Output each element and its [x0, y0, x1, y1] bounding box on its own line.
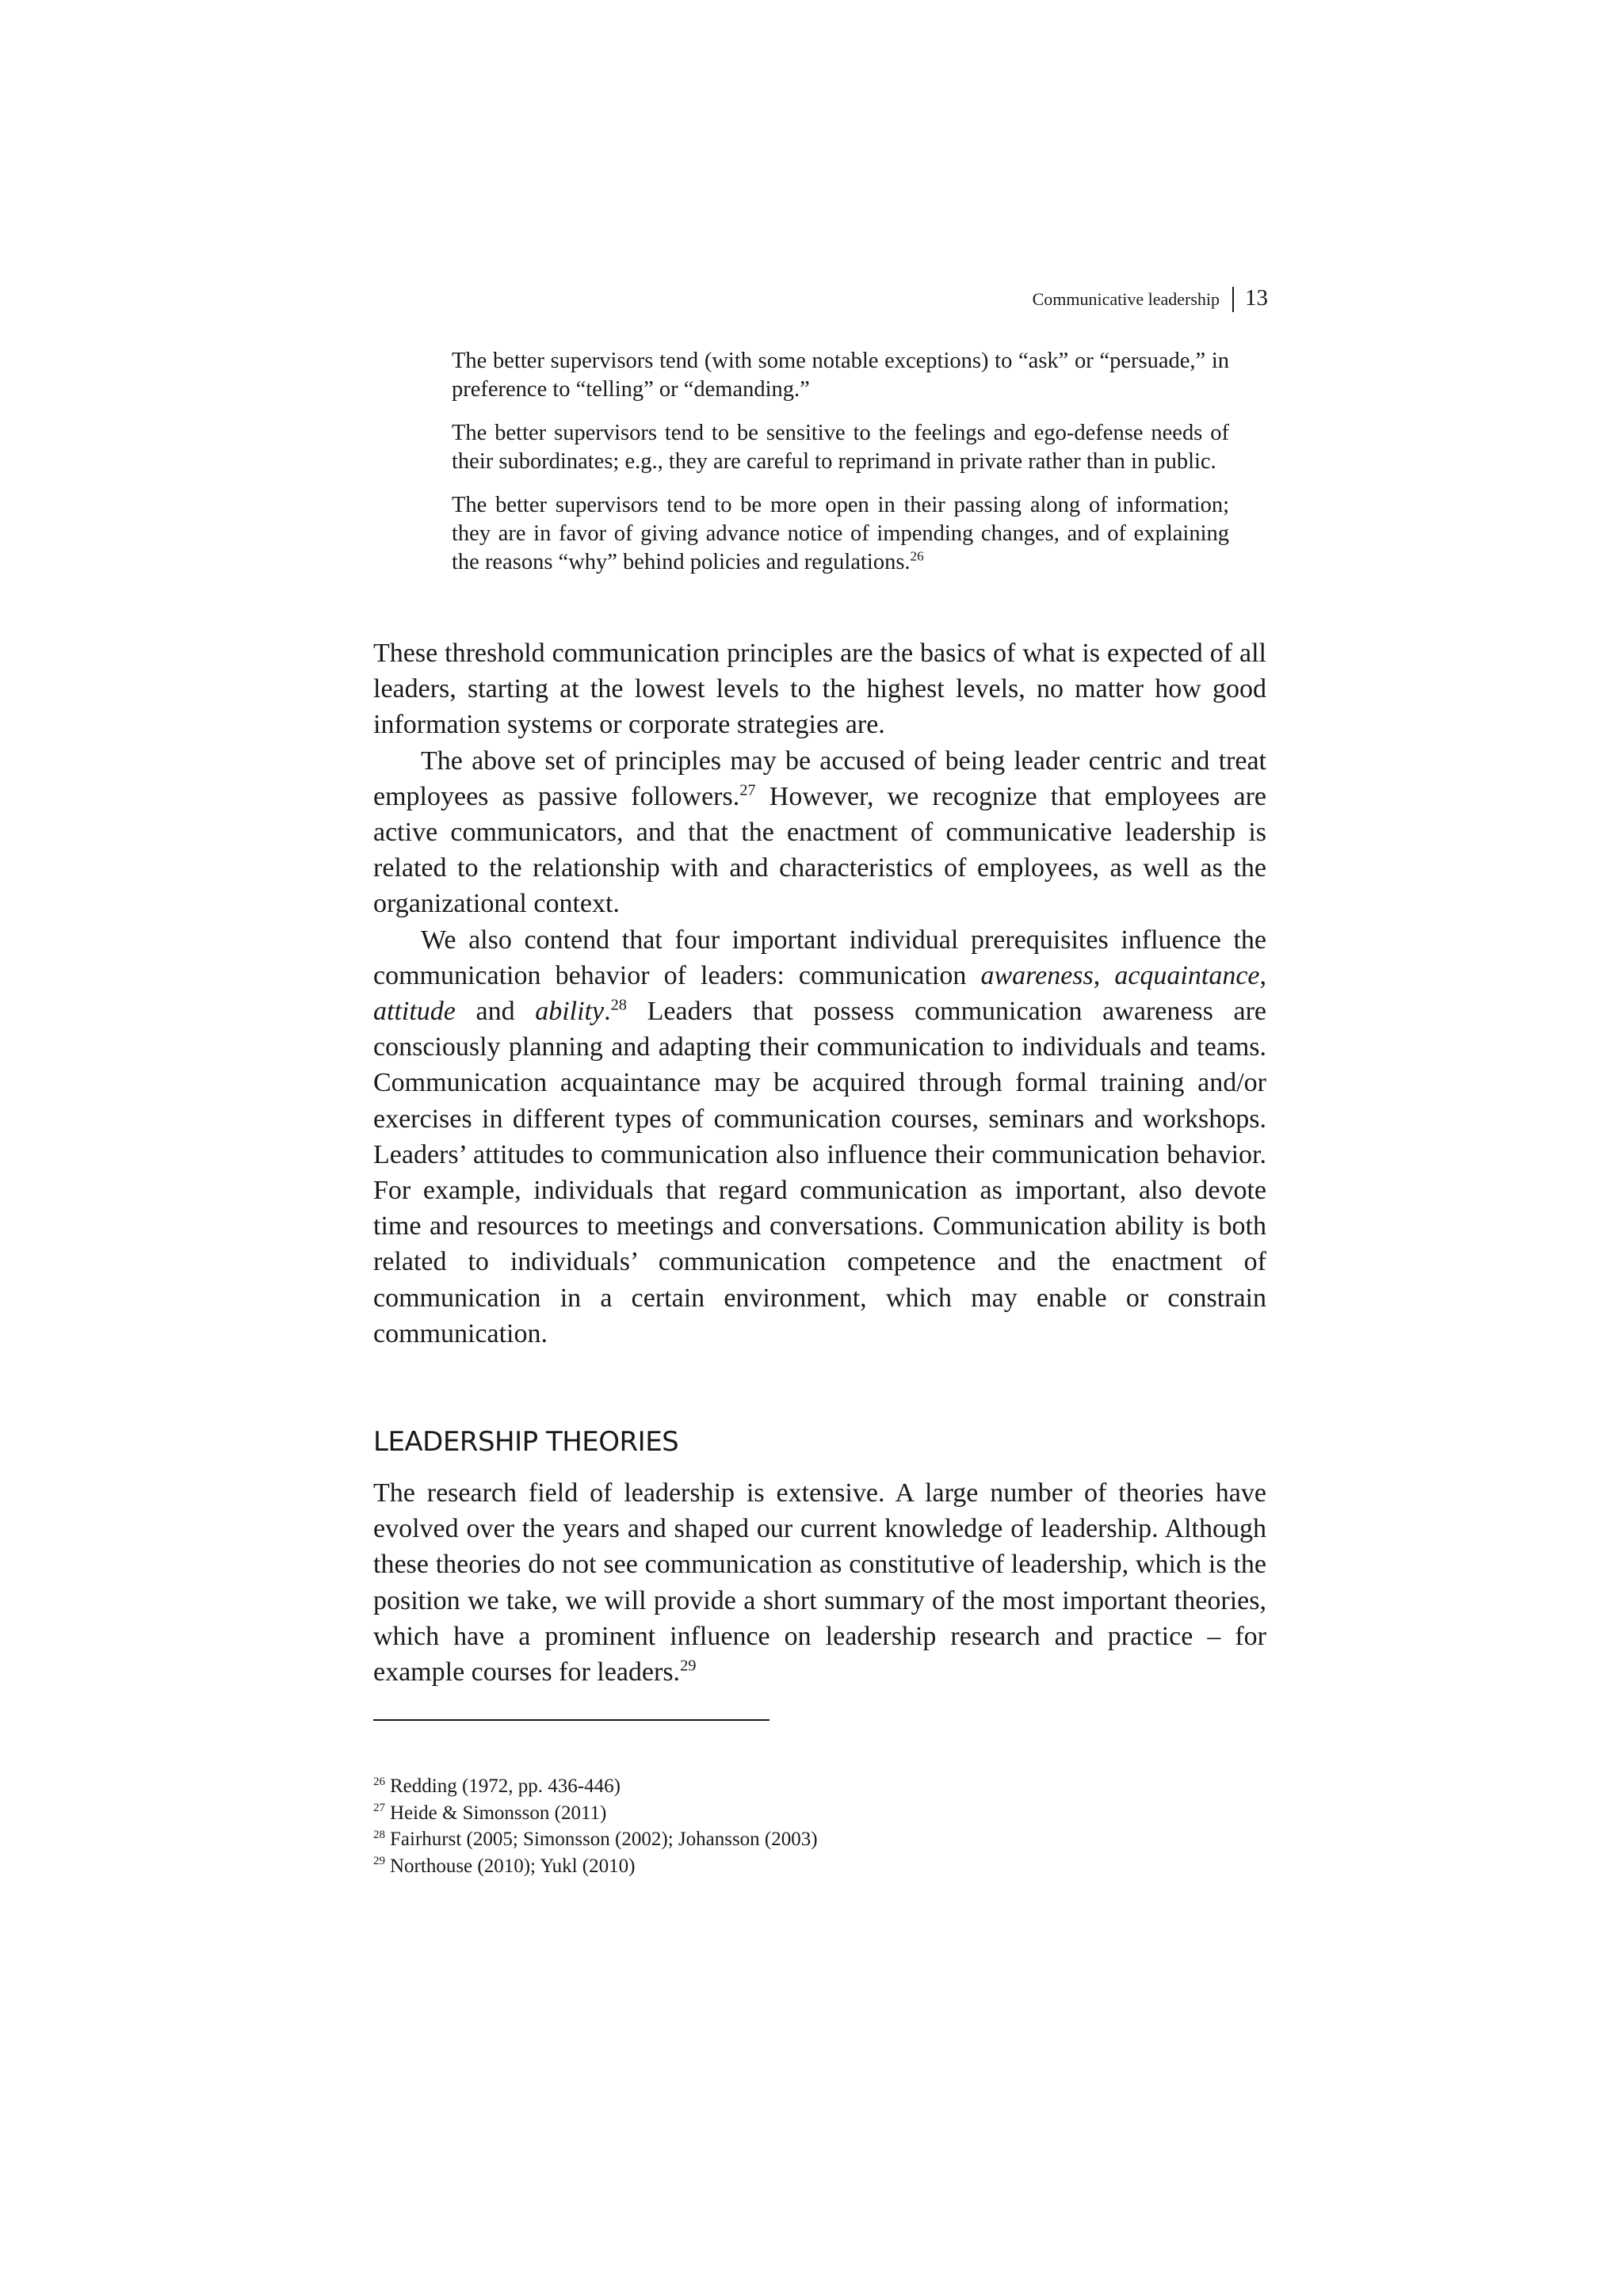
quote-paragraph-3-text: The better supervisors tend to be more open in their passing along of information; they are in favor of giving advance notice of impending changes, and of explaining the reasons “why” behind policies and regulations. [452, 493, 1229, 574]
footnote-28 [373, 1826, 1266, 1853]
footnote-27 [373, 1800, 1266, 1827]
body-paragraph-3 [373, 922, 1266, 1352]
footnote-number: 27 [373, 1802, 385, 1815]
page-number: 13 [1245, 285, 1268, 311]
term-attitude: attitude [373, 997, 456, 1027]
body-paragraph-2 [373, 743, 1266, 922]
term-ability: ability [535, 997, 605, 1027]
body-paragraph-3-text-b: Leaders that possess communication awareness are consciously planning and adapting their communication to individuals and teams. Communication acquaintance may be acquired through formal training and/or exercises in different types of communication courses, seminars and workshops. Leaders’ attitudes to communication also influence their communication behavior. For example, individuals that regard communication as important, also devote time and resources to meetings and conversations. Communication ability is both related to individuals’ communication competence and the enactment of communication in a certain environment, which may enable or constrain communication. [373, 997, 1266, 1348]
footnote-text: Redding (1972, pp. 436-446) [390, 1775, 621, 1797]
body-paragraph-2-text-b: However, we recognize that employees are active communicators, and that the enactment of communicative leadership is related to the relationship with and characteristics of employees, as well as the organizational context. [373, 781, 1266, 919]
footnote-number: 29 [373, 1855, 385, 1868]
footnote-text: Heide & Simonsson (2011) [390, 1802, 607, 1824]
term-acquaintance: acquaintance [1114, 960, 1260, 990]
comma-1: , [1093, 960, 1115, 990]
section-heading: LEADERSHIP THEORIES [373, 1426, 679, 1458]
running-header [872, 282, 1268, 315]
quote-paragraph-2: The better supervisors tend to be sensitive to the feelings and ego-defense needs of their subordinates; e.g., they are careful to reprimand in private rather than in public. [452, 421, 1229, 474]
body-paragraph-2-text-a: The above set of principles may be accused of being leader centric and treat employees as passive followers. [373, 746, 1266, 811]
footnote-divider [373, 1719, 769, 1721]
block-quote [452, 347, 1229, 577]
term-awareness: awareness [980, 960, 1094, 990]
header-separator [1232, 287, 1234, 312]
section-paragraph-text: The research field of leadership is extensive. A large number of theories have evolved over the years and shaped our current knowledge of leadership. Although these theories do not see communication as constitutive of leadership, which is the position we take, we will provide a short summary of the most important theories, which have a prominent influence on leadership research and practice – for example courses for leaders. [373, 1478, 1266, 1688]
footnote-29 [373, 1853, 1266, 1880]
footnote-ref-28[interactable]: 28 [610, 996, 627, 1014]
footnote-ref-26[interactable]: 26 [910, 548, 924, 564]
footnotes [373, 1773, 1266, 1879]
comma-2: , [1259, 960, 1267, 990]
footnote-text: Fairhurst (2005; Simonsson (2002); Johansson (2003) [390, 1829, 818, 1850]
footnote-ref-29[interactable]: 29 [680, 1657, 697, 1675]
footnote-number: 26 [373, 1775, 385, 1788]
period: . [604, 997, 611, 1027]
footnote-number: 28 [373, 1828, 385, 1841]
footnote-ref-27[interactable]: 27 [739, 781, 756, 799]
section-paragraph [373, 1475, 1266, 1690]
footnote-26 [373, 1773, 1266, 1800]
body-text [373, 635, 1266, 1352]
running-title: Communicative leadership [1032, 289, 1220, 309]
and-word: and [455, 997, 536, 1027]
body-paragraph-3-text-a: We also contend that four important individual prerequisites influence the communication behavior of leaders: communication [373, 925, 1266, 990]
body-paragraph-1: These threshold communication principles are the basics of what is expected of all leaders, starting at the lowest levels to the highest levels, no matter how good information systems or corporate strategies are. [373, 639, 1266, 740]
quote-paragraph-1: The better supervisors tend (with some notable exceptions) to “ask” or “persuade,” in preference to “telling” or “demanding.” [452, 349, 1229, 402]
quote-paragraph-3 [452, 491, 1229, 577]
footnote-text: Northouse (2010); Yukl (2010) [390, 1855, 636, 1877]
